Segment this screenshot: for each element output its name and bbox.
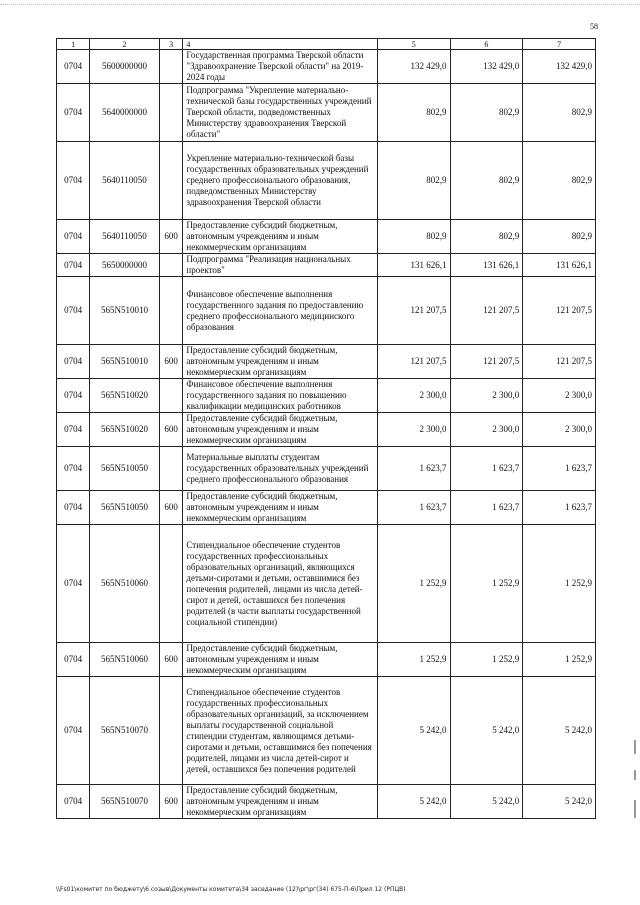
- table-cell-c1: 0704: [57, 525, 90, 643]
- header-col-3: 3: [159, 39, 183, 50]
- table-cell-c1: 0704: [57, 643, 90, 677]
- table-cell-c3: [159, 379, 183, 413]
- table-cell-c1: 0704: [57, 254, 90, 277]
- table-cell-c4: Предоставление субсидий бюджетным, автономным учреждениям и иным некоммерческим организациям: [183, 643, 377, 677]
- table-row: [57, 254, 596, 277]
- table-row: [57, 345, 596, 379]
- table-cell-c6: 5 242,0: [450, 785, 523, 819]
- table-row: [57, 447, 596, 491]
- table-cell-c4: Государственная программа Тверской области "Здравоохранение Тверской области" на 2019-2024 годы: [183, 50, 377, 84]
- table-row: [57, 379, 596, 413]
- table-cell-c4: Предоставление субсидий бюджетным, автономным учреждениям и иным некоммерческим организациям: [183, 785, 377, 819]
- header-col-1: 1: [57, 39, 90, 50]
- table-row: [57, 785, 596, 819]
- table-cell-c4: Подпрограмма "Укрепление материально-технической базы государственных учреждений Тверской области, подведомственных Министерству здравоохранения Тверской области": [183, 84, 377, 142]
- header-col-7: 7: [523, 39, 596, 50]
- table-cell-c4: Финансовое обеспечение выполнения государственного задания по повышению квалификации медицинских работников: [183, 379, 377, 413]
- table-cell-c5: 802,9: [377, 84, 450, 142]
- table-cell-c7: 2 300,0: [523, 379, 596, 413]
- table-cell-c6: 131 626,1: [450, 254, 523, 277]
- table-cell-c5: 121 207,5: [377, 345, 450, 379]
- table-cell-c7: 131 626,1: [523, 254, 596, 277]
- table-cell-c7: 132 429,0: [523, 50, 596, 84]
- table-cell-c2: 565N510050: [90, 491, 160, 525]
- table-cell-c1: 0704: [57, 677, 90, 785]
- table-cell-c5: 802,9: [377, 220, 450, 254]
- table-cell-c3: [159, 677, 183, 785]
- table-cell-c6: 802,9: [450, 220, 523, 254]
- scan-artifact-edge: [634, 770, 636, 780]
- table-cell-c1: 0704: [57, 785, 90, 819]
- table-cell-c1: 0704: [57, 379, 90, 413]
- table-cell-c1: 0704: [57, 84, 90, 142]
- table-cell-c3: 600: [159, 491, 183, 525]
- header-col-5: 5: [377, 39, 450, 50]
- table-body: [57, 50, 596, 819]
- table-cell-c5: 1 623,7: [377, 491, 450, 525]
- table-cell-c1: 0704: [57, 277, 90, 345]
- footer-file-path: \\Fs01\комитет по бюджету\6 созыв\Документы комитета\34 заседание (12)\рг\рг(34) 675-П-6\Прил 12 (РПЦВ): [56, 886, 406, 893]
- table-cell-c4: Предоставление субсидий бюджетным, автономным учреждениям и иным некоммерческим организациям: [183, 220, 377, 254]
- table-cell-c4: Материальные выплаты студентам государственных образовательных учреждений среднего профессионального образования: [183, 447, 377, 491]
- table-cell-c1: 0704: [57, 447, 90, 491]
- table-cell-c2: 5640110050: [90, 220, 160, 254]
- table-cell-c7: 5 242,0: [523, 677, 596, 785]
- table-cell-c5: 5 242,0: [377, 785, 450, 819]
- scan-artifact-edge: [634, 800, 636, 818]
- table-cell-c7: 5 242,0: [523, 785, 596, 819]
- table-cell-c5: 132 429,0: [377, 50, 450, 84]
- table-cell-c7: 121 207,5: [523, 345, 596, 379]
- table-header-row: [57, 39, 596, 50]
- table-cell-c1: 0704: [57, 142, 90, 220]
- table-cell-c5: 1 623,7: [377, 447, 450, 491]
- table-cell-c6: 802,9: [450, 142, 523, 220]
- table-cell-c5: 2 300,0: [377, 379, 450, 413]
- table-cell-c6: 2 300,0: [450, 379, 523, 413]
- table-cell-c2: 565N510050: [90, 447, 160, 491]
- table-cell-c4: Стипендиальное обеспечение студентов государственных профессиональных образовательных организаций, являющихся детьми-сиротами и детьми, оставшимися без попечения родителей, лицами из числа детей-сирот и детей, оставшихся без попечения родителей (в части выплаты государственной социальной стипендии): [183, 525, 377, 643]
- table-cell-c6: 121 207,5: [450, 277, 523, 345]
- table-cell-c6: 802,9: [450, 84, 523, 142]
- table-row: [57, 220, 596, 254]
- table-cell-c3: [159, 50, 183, 84]
- table-cell-c1: 0704: [57, 50, 90, 84]
- table-cell-c2: 565N510060: [90, 525, 160, 643]
- table-cell-c4: Предоставление субсидий бюджетным, автономным учреждениям и иным некоммерческим организациям: [183, 345, 377, 379]
- table-cell-c2: 5600000000: [90, 50, 160, 84]
- table-cell-c5: 1 252,9: [377, 525, 450, 643]
- table-cell-c7: 1 623,7: [523, 447, 596, 491]
- header-col-4: 4: [183, 39, 377, 50]
- table-cell-c7: 802,9: [523, 142, 596, 220]
- table-cell-c3: [159, 277, 183, 345]
- table-cell-c3: [159, 84, 183, 142]
- table-cell-c3: 600: [159, 413, 183, 447]
- table-cell-c2: 565N510010: [90, 345, 160, 379]
- table-cell-c4: Подпрограмма "Реализация национальных проектов": [183, 254, 377, 277]
- table-cell-c2: 565N510070: [90, 677, 160, 785]
- table-cell-c4: Предоставление субсидий бюджетным, автономным учреждениям и иным некоммерческим организациям: [183, 491, 377, 525]
- budget-table: [56, 38, 596, 819]
- table-cell-c7: 802,9: [523, 84, 596, 142]
- table-row: [57, 525, 596, 643]
- table-cell-c2: 565N510020: [90, 413, 160, 447]
- table-cell-c3: [159, 254, 183, 277]
- table-cell-c2: 565N510010: [90, 277, 160, 345]
- table-cell-c1: 0704: [57, 345, 90, 379]
- table-cell-c6: 121 207,5: [450, 345, 523, 379]
- table-cell-c4: Финансовое обеспечение выполнения государственного задания по предоставлению среднего профессионального медицинского образования: [183, 277, 377, 345]
- table-cell-c3: [159, 142, 183, 220]
- table-row: [57, 643, 596, 677]
- table-cell-c2: 565N510060: [90, 643, 160, 677]
- table-cell-c7: 2 300,0: [523, 413, 596, 447]
- header-col-2: 2: [90, 39, 160, 50]
- table-cell-c6: 5 242,0: [450, 677, 523, 785]
- table-cell-c1: 0704: [57, 413, 90, 447]
- table-cell-c7: 802,9: [523, 220, 596, 254]
- table-cell-c5: 5 242,0: [377, 677, 450, 785]
- table-cell-c3: 600: [159, 643, 183, 677]
- table-row: [57, 142, 596, 220]
- scan-artifact-edge: [634, 740, 636, 754]
- table-cell-c6: 1 623,7: [450, 491, 523, 525]
- table-cell-c2: 5650000000: [90, 254, 160, 277]
- table-cell-c1: 0704: [57, 220, 90, 254]
- header-col-6: 6: [450, 39, 523, 50]
- page-number: 58: [590, 22, 598, 31]
- table-cell-c6: 1 623,7: [450, 447, 523, 491]
- table-cell-c3: 600: [159, 345, 183, 379]
- scan-artifact-top: [0, 4, 640, 8]
- table-cell-c2: 565N510020: [90, 379, 160, 413]
- table-cell-c7: 1 252,9: [523, 643, 596, 677]
- table-cell-c1: 0704: [57, 491, 90, 525]
- table-row: [57, 491, 596, 525]
- table-cell-c6: 132 429,0: [450, 50, 523, 84]
- table-cell-c7: 1 623,7: [523, 491, 596, 525]
- table-cell-c3: [159, 525, 183, 643]
- table-row: [57, 413, 596, 447]
- table-cell-c3: 600: [159, 785, 183, 819]
- table-cell-c5: 1 252,9: [377, 643, 450, 677]
- table-cell-c2: 5640000000: [90, 84, 160, 142]
- table-cell-c4: Укрепление материально-технической базы государственных образовательных учреждений среднего профессионального образования, подведомственных Министерству здравоохранения Тверской области: [183, 142, 377, 220]
- table-cell-c6: 2 300,0: [450, 413, 523, 447]
- table-cell-c6: 1 252,9: [450, 525, 523, 643]
- table-cell-c2: 5640110050: [90, 142, 160, 220]
- table-row: [57, 677, 596, 785]
- table-cell-c7: 1 252,9: [523, 525, 596, 643]
- table-cell-c2: 565N510070: [90, 785, 160, 819]
- table-row: [57, 277, 596, 345]
- table-cell-c4: Предоставление субсидий бюджетным, автономным учреждениям и иным некоммерческим организациям: [183, 413, 377, 447]
- table-row: [57, 84, 596, 142]
- table-cell-c5: 2 300,0: [377, 413, 450, 447]
- table-cell-c7: 121 207,5: [523, 277, 596, 345]
- table-cell-c4: Стипендиальное обеспечение студентов государственных профессиональных образовательных организаций, за исключением выплаты государственной социальной стипендии студентам, являющимся детьми-сиротами и детьми, оставшимися без попечения родителей, лицами из числа детей-сирот и детей, оставшихся без попечения родителей: [183, 677, 377, 785]
- table-cell-c6: 1 252,9: [450, 643, 523, 677]
- table-cell-c3: [159, 447, 183, 491]
- table-row: [57, 50, 596, 84]
- table-cell-c5: 802,9: [377, 142, 450, 220]
- table-cell-c3: 600: [159, 220, 183, 254]
- table-cell-c5: 121 207,5: [377, 277, 450, 345]
- table-cell-c5: 131 626,1: [377, 254, 450, 277]
